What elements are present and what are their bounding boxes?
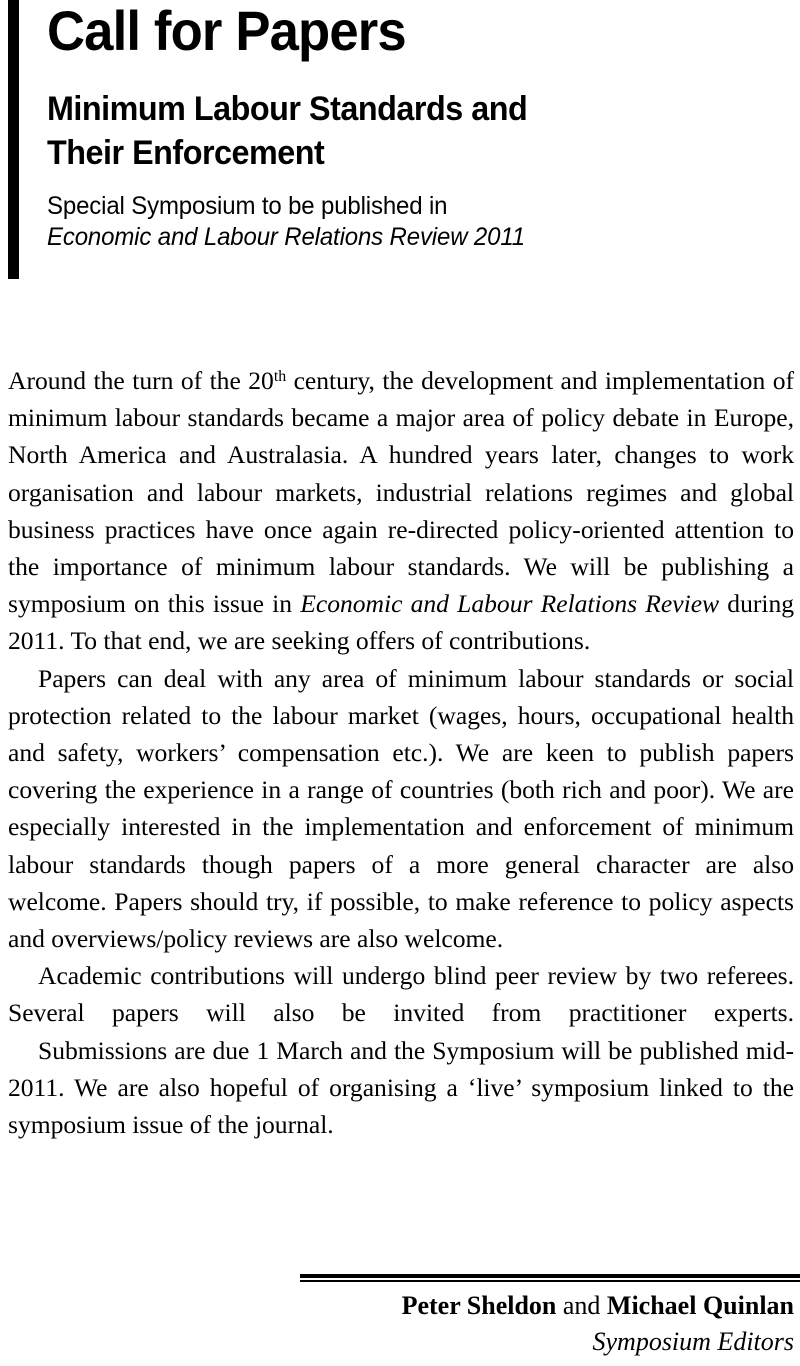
masthead (0, 0, 800, 300)
editors-block (0, 1288, 794, 1360)
editor-names (0, 1288, 794, 1324)
footer (0, 1262, 800, 1366)
symposium-note (47, 175, 762, 253)
body-paragraph-3: Academic contributions will undergo blind peer review by two referees. Several papers will also be invited from practitioner experts. (8, 961, 794, 1028)
footer-divider-rule (300, 1274, 800, 1282)
divider-thin-line (300, 1280, 800, 1282)
paragraph-1-text-a: Around the turn of the 20 (8, 366, 274, 395)
editor-conjunction: and (556, 1291, 607, 1320)
page-subtitle (47, 60, 755, 175)
paragraph-1-text-b: century, the development and implementation of minimum labour standards became a major area of policy debate in Europe, North America and Australasia. A hundred years later, changes to work organisation and labour markets, industrial relations regimes and global business practices have once again re-directed policy-oriented attention to the importance of minimum labour standards. We will be publishing a symposium on this issue in (8, 366, 794, 619)
body-paragraph-2: Papers can deal with any area of minimum labour standards or social protection related to the labour market (wages, hours, occupational health and safety, workers’ compensation etc.). We are keen to publish papers covering the experience in a range of countries (both rich and poor). We are especially interested in the implementation and enforcement of minimum labour standards though papers of a more general character are also welcome. Papers should try, if possible, to make reference to policy aspects and overviews/policy reviews are also welcome. (8, 663, 794, 954)
paragraph-1-text-c: during 2011. To that end, we are seeking offers of contributions. (8, 589, 794, 656)
editor-name-first: Peter Sheldon (401, 1291, 557, 1320)
ordinal-superscript: th (273, 367, 287, 385)
body-copy (8, 362, 794, 1143)
vertical-accent-bar (8, 0, 19, 279)
page-subtitle-line-2: Their Enforcement (47, 134, 325, 172)
body-paragraph-4: Submissions are due 1 March and the Symposium will be published mid-2011. We are also hopeful of organising a ‘live’ symposium linked to the symposium issue of the journal. (8, 1035, 794, 1140)
editor-name-second: Michael Quinlan (606, 1291, 794, 1320)
journal-title-italic: Economic and Labour Relations Review (300, 589, 720, 619)
symposium-note-journal: Economic and Labour Relations Review 2011 (47, 223, 525, 251)
page-title: Call for Papers (47, 0, 406, 62)
body-paragraph-1 (8, 362, 794, 660)
symposium-note-line: Special Symposium to be published in (47, 192, 448, 220)
page-subtitle-line-1: Minimum Labour Standards and (47, 90, 528, 128)
editor-role-label: Symposium Editors (592, 1327, 794, 1356)
title-block (47, 0, 792, 253)
